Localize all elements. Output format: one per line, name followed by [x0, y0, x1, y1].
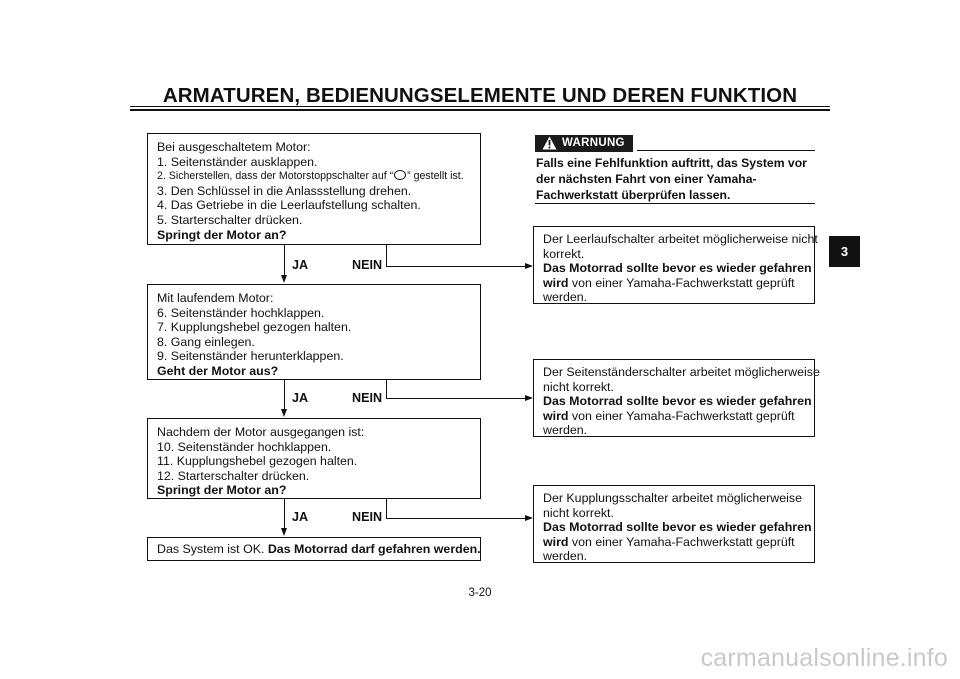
- step3-line: 11. Kupplungshebel gezogen halten.: [157, 454, 358, 469]
- no-connector-1-h: [386, 266, 526, 267]
- flow-result: [147, 537, 481, 561]
- fault-line: werden.: [543, 549, 588, 564]
- yes-label: JA: [292, 258, 309, 272]
- fault-line-bold: Das Motorrad sollte bevor es wieder gefahren: [543, 261, 812, 276]
- fault-line: [543, 535, 805, 550]
- flow-step-1: [147, 133, 481, 245]
- no-connector-2-v: [386, 380, 387, 399]
- fault-line-bold: Das Motorrad sollte bevor es wieder gefahren: [543, 394, 812, 409]
- watermark: carmanualsonline.info: [700, 644, 948, 672]
- fault-bold-word: wird: [543, 534, 569, 549]
- flow-step-2: [147, 284, 481, 380]
- step1-question: Springt der Motor an?: [157, 227, 287, 242]
- warning-rule-top: [637, 150, 815, 151]
- step1-line: [157, 169, 471, 184]
- step1-line: 4. Das Getriebe in die Leerlaufstellung schalten.: [157, 198, 421, 213]
- step3-line: Nachdem der Motor ausgegangen ist:: [157, 425, 365, 439]
- step3-line: 12. Starterschalter drücken.: [157, 468, 310, 483]
- step2-line: 6. Seitenständer hochklappen.: [157, 305, 325, 320]
- fault-line-rest: von einer Yamaha-Fachwerkstatt geprüft: [568, 408, 795, 423]
- right-arrow-icon: [525, 395, 533, 401]
- no-connector-3-h: [386, 518, 526, 519]
- title-underline-thick: [130, 109, 830, 111]
- fault-line: Der Seitenständerschalter arbeitet möglicherweise: [543, 365, 820, 379]
- fault-line: Der Kupplungsschalter arbeitet möglicherweise: [543, 491, 802, 505]
- no-label: NEIN: [352, 391, 383, 405]
- step1-line: 3. Den Schlüssel in die Anlassstellung drehen.: [157, 183, 412, 198]
- fault-line: nicht korrekt.: [543, 505, 614, 520]
- step2-line: 9. Seitenständer herunterklappen.: [157, 349, 344, 364]
- step1-line: 1. Seitenständer ausklappen.: [157, 154, 318, 169]
- warning-badge: [535, 135, 633, 152]
- engine-stop-switch-icon: [394, 170, 406, 180]
- fault-box-clutch-switch: [533, 485, 815, 563]
- step1-line-part: ” gestellt ist.: [407, 170, 464, 183]
- step1-line: 5. Starterschalter drücken.: [157, 212, 303, 227]
- fault-line: [543, 276, 805, 291]
- down-arrow-icon: [281, 528, 287, 536]
- step2-line: 8. Gang einlegen.: [157, 334, 255, 349]
- fault-line-rest: von einer Yamaha-Fachwerkstatt geprüft: [568, 534, 795, 549]
- warning-rule-bottom: [535, 203, 815, 204]
- warning-text: Falls eine Fehlfunktion auftritt, das System vor der nächsten Fahrt von einer Yamaha-Fachwerkstatt überprüfen lassen.: [536, 156, 807, 203]
- chapter-tab: 3: [829, 236, 860, 267]
- fault-line-rest: von einer Yamaha-Fachwerkstatt geprüft: [568, 275, 795, 290]
- result-line: [157, 542, 481, 557]
- fault-line: nicht korrekt.: [543, 379, 614, 394]
- step3-question: Springt der Motor an?: [157, 483, 287, 498]
- no-label: NEIN: [352, 258, 383, 272]
- fault-line: Der Leerlaufschalter arbeitet möglicherweise nicht: [543, 232, 818, 246]
- right-arrow-icon: [525, 263, 533, 269]
- yes-connector-1: [284, 245, 285, 275]
- fault-box-neutral-switch: [533, 226, 818, 305]
- fault-bold-word: wird: [543, 275, 569, 290]
- step1-line: Bei ausgeschaltetem Motor:: [157, 140, 311, 154]
- fault-line: korrekt.: [543, 246, 585, 261]
- page-number: 3-20: [468, 587, 492, 599]
- yes-connector-3: [284, 499, 285, 529]
- no-connector-3-v: [386, 499, 387, 519]
- fault-line: werden.: [543, 423, 588, 438]
- no-connector-1-v: [386, 245, 387, 267]
- yes-connector-2: [284, 380, 285, 410]
- step2-line: Mit laufendem Motor:: [157, 291, 274, 305]
- fault-box-sidestand-switch: [533, 359, 820, 438]
- flow-step-3: [147, 418, 481, 499]
- down-arrow-icon: [281, 409, 287, 417]
- fault-line-bold: Das Motorrad sollte bevor es wieder gefahren: [543, 520, 812, 535]
- warning-triangle-icon: [542, 136, 557, 150]
- warning-label: WARNUNG: [562, 137, 625, 149]
- down-arrow-icon: [281, 275, 287, 283]
- fault-bold-word: wird: [543, 408, 569, 423]
- result-text: Das System ist OK.: [157, 542, 268, 556]
- yes-label: JA: [292, 510, 309, 524]
- no-label: NEIN: [352, 510, 383, 524]
- right-arrow-icon: [525, 515, 533, 521]
- step3-line: 10. Seitenständer hochklappen.: [157, 439, 332, 454]
- step1-line-part: 2. Sicherstellen, dass der Motorstoppschalter auf “: [157, 170, 394, 183]
- no-connector-2-h: [386, 398, 526, 399]
- step2-line: 7. Kupplungshebel gezogen halten.: [157, 320, 352, 335]
- title-underline: [130, 106, 830, 107]
- page-title: ARMATUREN, BEDIENUNGSELEMENTE UND DEREN FUNKTION: [162, 84, 798, 107]
- result-bold-text: Das Motorrad darf gefahren werden.: [267, 542, 481, 556]
- fault-line: [543, 409, 805, 424]
- yes-label: JA: [292, 391, 309, 405]
- step2-question: Geht der Motor aus?: [157, 363, 279, 378]
- fault-line: werden.: [543, 290, 588, 305]
